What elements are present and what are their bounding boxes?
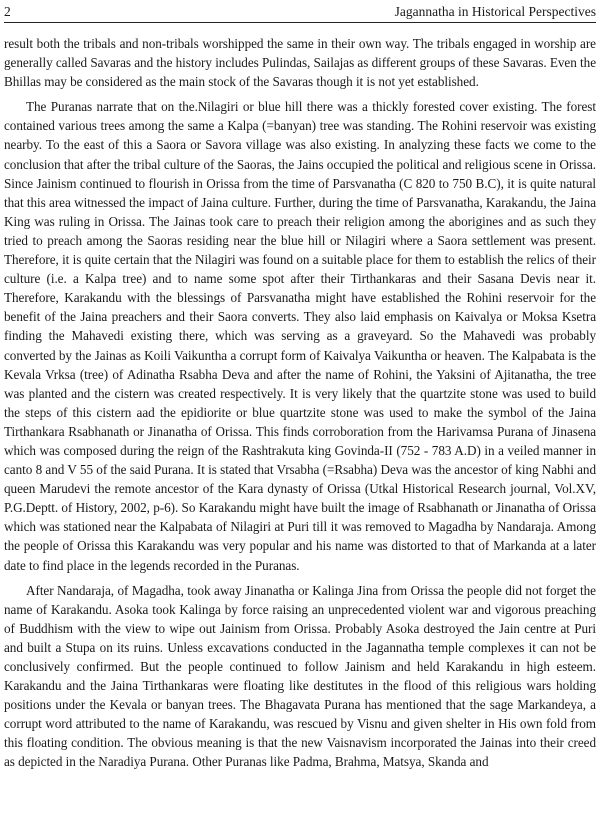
- body-text: [4, 34, 596, 820]
- paragraph-after-nandaraja: After Nandaraja, of Magadha, took away Jinanatha or Kalinga Jina from Orissa the people did not forget the name of Karakandu. Asoka took Kalinga by force raising an unprecedented violent war and vigorous preaching of Buddhism with the view to wipe out Jainism from Orissa. Probably Asoka destroyed the Jain centre at Puri and built a Stupa on its ruins. Unless excavations conducted in the Jagannatha temple complexes it can not be conclusively confirmed. But the people continued to follow Jainism and held Karakandu in high esteem. Karakandu and the Jaina Tirthankaras were floating like destitutes in the flood of this religious wars holding positions under the Kevala or banyan trees. The Bhagavata Purana has mentioned that the sage Markandeya, a corrupt word attributed to the name of Karakandu, was rescued by Visnu and given shelter in His own fold from this floating condition. The obvious meaning is that the new Vaisnavism incorporated the Jainas into their creed as depicted in the Naradiya Purana. Other Puranas like Padma, Brahma, Matsya, Skanda and: [4, 582, 596, 770]
- paragraph-puranas-nilagiri: The Puranas narrate that on the.Nilagiri or blue hill there was a thickly forested cover existing. The forest contained various trees among the same a Kalpa (=banyan) tree was standing. The Rohini reservoir was existing nearby. To the east of this a Saora or Savora village was also existing. In analyzing these facts we come to the conclusion that after the tribal culture of the Saoras, the Jains occupied the political and religious scene in Orissa. Since Jainism continued to flourish in Orissa from the time of Parsvanatha (C 820 to 750 B.C), it is quite natural that this area witnessed the impact of Jaina culture. Further, during the time of Parsvanatha, Karakandu, the Jaina King was ruling in Orissa. The Jainas took care to preach their religion among the aborigines and as such they tried to preach among the Saoras residing near the blue hill or Nilagiri where a Saora settlement was present. Therefore, it is quite certain that the Nilagiri was found on a suitable place for them to establish the relics of their culture (i.e. a Kalpa tree) and to name some spot after their Tirthankaras and their Sasana Devis near it. Therefore, Karakandu with the blessings of Parsvanatha might have established the Rohini reservoir for the benefit of the Jaina preachers and their Saora converts. They also laid emphasis on Kaivalya or Moksa Ksetra finding the Mahavedi existing there, which was serving as a graveyard. So the Mahavedi was probably converted by the Jainas as Koili Vaikuntha a corrupt form of Kaivalya Vaikuntha or heaven. The Kalpabata is the Kevala Vrksa (tree) of Adinatha Rsabha Deva and after the name of Rohini, the Yaksini of Ajitanatha, the tree was planted and the cistern was created respectively. It is very likely that the quartzite stone was used to build the steps of this cistern aad the epidiorite or blue quartzite stone was used to make the symbol of the Jaina Tirthankara Rsabhanath or Jinanatha of Orissa. This finds corroboration from the Harivamsa Purana of Jinasena which was composed during the reign of the Rashtrakuta king Govinda-II (752 - 783 A.D) in a veiled manner in canto 8 and V 55 of the said Purana. It is stated that Vrsabha (=Rsabha) Deva was the ancestor of king Nabhi and queen Marudevi the remote ancestor of the Kara dynasty of Orissa (Utkal Historical Research journal, Vol.XV, P.G.Deptt. of History, 2002, p-6). So Karakandu might have built the image of Rsabhanath or Jinanatha of Orissa which was stationed near the Kalpabata of Nilagiri at Puri till it was removed to Magadha by Nandaraja. Among the people of Orissa this Karakandu was very popular and his name was distorted to that of Markanda at a later date to find place in the legends recorded in the Puranas.: [4, 99, 596, 573]
- page-number: 2: [4, 4, 11, 19]
- running-header: [4, 2, 596, 23]
- running-title: Jagannatha in Historical Perspectives: [394, 4, 596, 19]
- paragraph-continued: result both the tribals and non-tribals worshipped the same in their own way. The tribals engaged in worship are generally called Savaras and the history includes Pulindas, Sailajas as different groups of these Savaras. Even the Bhillas may be considered as the main stock of the Savaras though it is not yet established.: [4, 36, 596, 90]
